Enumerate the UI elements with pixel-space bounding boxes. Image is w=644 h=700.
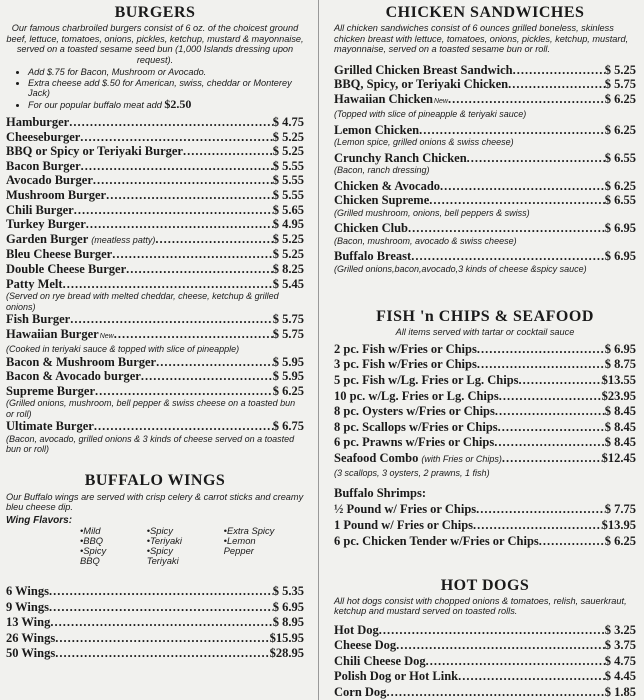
burger-option: • Add $.75 for Bacon, Mushroom or Avocado. [28,67,304,78]
item-price: $ 4.95 [272,217,304,232]
flavor: •Spicy Teriyaki [146,544,179,567]
menu-item [6,115,304,130]
dot-leader [419,123,605,138]
dot-leader [63,277,273,292]
dot-leader [74,203,273,218]
item-price: $ 3.25 [604,622,636,637]
item-price: $ 6.55 [604,150,636,165]
item-name: 6 pc. Prawns w/Fries or Chips [334,435,495,450]
item-name: Buffalo Breast [334,249,412,264]
item-price: $ 6.95 [272,599,304,614]
item-price: $ 5.25 [272,129,304,144]
dot-leader [477,342,605,358]
dot-leader [448,92,605,107]
menu-item [334,420,636,436]
item-name: 10 pc. w/Lg. Fries or Lg. Chips [334,388,499,403]
menu-item [334,404,636,420]
item-note: (with Fries or Chips) [421,453,502,464]
chicken-title: CHICKEN SANDWICHES [385,4,585,21]
wings-list [6,584,304,662]
dot-leader [508,77,605,92]
item-name: Hawaiian Chicken [334,91,433,106]
menu-item [6,130,304,145]
menu-item [334,533,636,549]
menu-item [6,247,304,262]
dot-leader [495,404,605,420]
item-description: (3 scallops, 3 oysters, 2 prawns, 1 fish) [334,467,490,478]
item-name: 9 Wings [6,599,49,614]
hotdogs-list [334,623,636,700]
dot-leader [95,384,273,399]
menu-item [334,517,636,533]
item-price: $23.95 [601,388,636,403]
left-column [6,0,304,662]
menu-item [334,193,636,208]
item-name: Hot Dog [334,622,379,637]
dot-leader [55,646,269,662]
menu-item [334,435,636,451]
dot-leader [411,249,605,264]
menu-item [334,685,636,700]
item-name: Turkey Burger [6,217,86,232]
dot-leader [379,623,605,639]
item-name: Chili Burger [6,202,74,217]
dot-leader [141,369,273,384]
item-price: $ 5.35 [272,584,304,599]
item-price: $ 6.25 [604,178,636,193]
item-name: Patty Melt [6,276,63,291]
item-price: $ 6.95 [604,221,636,236]
item-name: 26 Wings [6,630,56,645]
item-name: Hamburger [6,115,70,129]
item-name: BBQ or Spicy or Teriyaki Burger [6,144,183,159]
dot-leader [477,357,605,373]
right-column [334,0,636,700]
menu-item [6,217,304,232]
dot-leader [386,685,604,700]
menu-item [334,389,636,405]
menu-item [334,92,636,110]
menu-item [334,638,636,654]
dot-leader [458,669,605,685]
item-price: $ 8.45 [604,435,636,450]
column-divider [318,0,319,700]
item-name: Ultimate Burger [6,419,94,434]
item-name: Crunchy Ranch Chicken [334,150,467,165]
item-name: Cheeseburger [6,129,81,144]
menu-item [334,63,636,78]
menu-item [6,419,304,434]
new-badge: New [99,332,114,340]
menu-item [334,151,636,166]
dot-leader [81,159,273,174]
burgers-description: Our famous charbroiled burgers consist of 6 oz. of the choicest ground beef, lettuce, tomatoes, onions, pickles, ketchup, mustard & mayonnaise, served on a toasted sesame seed bun (1,000 Islands dressing upon request). [6,23,304,65]
item-price: $ 5.95 [272,369,304,384]
dot-leader [114,327,273,342]
item-name: 13 Wing [6,615,51,630]
burger-option-buffalo [28,96,304,111]
item-price: $ 8.45 [604,419,636,434]
item-price: $ 5.65 [272,202,304,217]
item-price: $ 6.75 [272,419,304,434]
menu-item [6,600,304,616]
item-price: $ 6.25 [604,122,636,137]
item-name: 8 pc. Oysters w/Fries or Chips [334,404,495,419]
item-price: $13.95 [601,517,636,532]
item-name: 3 pc. Fish w/Fries or Chips [334,357,477,372]
dot-leader [156,355,273,370]
item-price: $15.95 [269,630,304,645]
item-description: (Lemon spice, grilled onions & swiss cheese) [334,137,514,148]
item-name: Seafood Combo [334,450,419,465]
flavor: •Spicy BBQ [80,544,107,567]
item-price: $ 5.25 [272,144,304,159]
item-price: $ 5.55 [272,187,304,202]
menu-item [6,144,304,159]
dot-leader [112,247,273,262]
item-description: (Cooked in teriyaki sauce & topped with slice of pineapple) [6,344,240,355]
item-name: Garden Burger [6,231,89,246]
new-badge: New [433,97,448,105]
item-price: $ 7.75 [604,501,636,516]
item-price: $ 6.25 [604,533,636,548]
item-name: Supreme Burger [6,383,95,398]
item-price: $28.95 [269,646,304,661]
dot-leader [50,615,272,631]
dot-leader [513,63,605,78]
burgers-title: BURGERS [114,4,196,21]
dot-leader [80,130,272,145]
flavor-column [147,526,210,567]
flavor-column [224,526,290,567]
item-name: 6 Wings [6,584,49,599]
flavor: •Spicy [146,524,173,536]
item-name: Bleu Cheese Burger [6,247,113,262]
item-price: $13.55 [601,372,636,387]
menu-item [6,327,304,345]
menu-item [334,179,636,194]
dot-leader [55,631,269,647]
item-price: $ 8.95 [272,615,304,630]
buffalo-note: For our popular buffalo meat add [28,99,162,110]
item-price: $ 3.75 [604,638,636,653]
fish-title: FISH 'n CHIPS & SEAFOOD [376,308,594,326]
dot-leader [426,654,605,670]
dot-leader [155,232,272,247]
flavor-column [80,526,133,567]
item-name: 5 pc. Fish w/Lg. Fries or Lg. Chips [334,372,519,387]
menu-item [334,669,636,685]
menu-item [334,342,636,358]
wing-flavors-title: Wing Flavors: [6,514,73,526]
dot-leader [49,600,273,616]
item-name: 1 Pound w/ Fries or Chips [334,517,474,532]
item-price: $ 5.25 [272,231,304,246]
menu-item [6,188,304,203]
item-price: $ 6.95 [604,341,636,356]
menu-item [334,221,636,236]
dot-leader [396,638,605,654]
item-name: Chili Cheese Dog [334,653,426,668]
item-name: Cheese Dog [334,638,397,653]
dot-leader [86,217,273,232]
item-name: Avocado Burger [6,173,93,188]
menu-item [334,501,636,517]
menu-item [334,357,636,373]
item-name: Mushroom Burger [6,187,107,202]
menu-item [334,373,636,389]
dot-leader [473,517,602,533]
dot-leader [49,584,273,600]
item-description: (Grilled onions,bacon,avocado,3 kinds of cheese &spicy sauce) [334,263,587,274]
dot-leader [476,501,605,517]
menu-item [6,277,304,292]
item-price: $ 5.45 [272,276,304,291]
dot-leader [502,451,602,467]
item-name: Polish Dog or Hot Link [334,669,459,684]
menu-item [6,262,304,277]
item-name: Corn Dog [334,684,387,699]
flavor: •Extra Spicy [223,524,275,536]
item-name: Chicken Club [334,221,408,236]
dot-leader [467,151,605,166]
item-name: 2 pc. Fish w/Fries or Chips [334,341,477,356]
dot-leader [499,389,602,405]
menu-item [334,249,636,264]
item-description: (Bacon, avocado, grilled onions & 3 kinds of cheese served on a toasted bun or roll) [6,433,295,455]
item-price: $ 4.45 [604,669,636,684]
item-price: $ 5.95 [272,354,304,369]
item-price: $ 6.95 [604,249,636,264]
item-name: Hawaiian Burger [6,326,99,341]
dot-leader [93,173,273,188]
dot-leader [183,144,273,159]
menu-item [334,123,636,138]
item-price: $12.45 [601,450,636,465]
item-name: Chicken & Avocado [334,178,441,193]
menu-item [6,369,304,384]
dot-leader [539,533,605,549]
dot-leader [494,435,605,451]
item-price: $ 4.75 [272,115,304,129]
flavor: •Teriyaki [146,534,182,546]
flavor: •BBQ [80,534,104,546]
item-name: Double Cheese Burger [6,261,127,276]
hotdogs-description: All hot dogs consist with chopped onions & tomatoes, relish, sauerkraut, ketchup and mustard served on toasted rolls. [334,595,627,617]
wing-flavors [80,526,304,567]
menu-item [6,384,304,399]
dot-leader [408,221,605,236]
menu-item [334,654,636,670]
menu-item [6,312,304,327]
item-price: $ 5.25 [604,62,636,77]
item-price: $ 6.55 [604,193,636,208]
item-description: (Grilled onions, mushroom, bell pepper & swiss cheese on a toasted bun or roll) [6,398,296,419]
menu-item [6,584,304,600]
item-price: $ 5.55 [272,173,304,188]
item-price: $ 5.75 [272,311,304,326]
wings-description: Our Buffalo wings are served with crisp celery & carrot sticks and creamy bleu cheese dip. [6,491,304,513]
menu-item [6,203,304,218]
flavor: •Mild [80,524,101,536]
item-name: Bacon Burger [6,158,81,173]
item-name: Bacon & Mushroom Burger [6,354,157,369]
menu-item [6,173,304,188]
hotdogs-title: HOT DOGS [440,576,530,594]
item-price: $ 5.75 [272,326,304,341]
item-description: (Bacon, mushroom, avocado & swiss cheese) [334,235,517,246]
menu-item [6,232,304,248]
menu-item [6,631,304,647]
item-name: 50 Wings [6,646,56,661]
item-name: Chicken Supreme [334,193,430,208]
item-price: $ 1.85 [604,684,636,699]
flavor: •Lemon Pepper [223,534,256,556]
item-name: Bacon & Avocado burger [6,369,141,384]
item-name: ½ Pound w/ Fries or Chips [334,501,477,516]
item-name: Fish Burger [6,311,71,326]
item-name: 8 pc. Scallops w/Fries or Chips [334,419,498,434]
item-description: (Topped with slice of pineapple & teriyaki sauce) [334,109,527,120]
dot-leader [69,115,273,130]
dot-leader [440,179,605,194]
item-price: $ 4.75 [604,653,636,668]
item-price: $ 8.25 [272,261,304,276]
chicken-description: All chicken sandwiches consist of 6 ounces grilled boneless, skinless chicken breast with lettuce, tomatoes, onions, pickles, ketchup, mustard, mayonnaise, served on a toasted sesame bun or roll. [334,23,629,54]
item-price: $ 5.55 [272,158,304,173]
item-description: (Served on rye bread with melted cheddar, cheese, ketchup & grilled onions) [6,291,279,312]
dot-leader [106,188,273,203]
fish-description: All items served with tartar or cocktail sauce [395,327,575,338]
burger-option: • Extra cheese add $.50 for American, swiss, cheddar or Monterey Jack) [28,78,304,99]
dot-leader [126,262,273,277]
item-price: $ 5.75 [604,77,636,92]
burger-list [6,115,304,455]
chicken-list [334,63,636,275]
menu-item [6,159,304,174]
dot-leader [429,193,604,208]
item-price: $ 8.75 [604,357,636,372]
item-note: (meatless patty) [91,234,156,245]
item-name: Grilled Chicken Breast Sandwich [334,62,513,77]
item-name: 6 pc. Chicken Tender w/Fries or Chips [334,533,539,548]
buffalo-price: $2.50 [164,96,192,111]
item-price: $ 6.25 [604,91,636,106]
item-price: $ 6.25 [272,383,304,398]
menu-item [6,646,304,662]
menu-item [6,615,304,631]
item-description: (Bacon, ranch dressing) [334,165,430,176]
menu-item [6,355,304,370]
dot-leader [70,312,273,327]
menu-item [334,451,636,468]
item-name: Lemon Chicken [334,122,420,137]
menu-item [334,623,636,639]
item-name: BBQ, Spicy, or Teriyaki Chicken [334,77,509,92]
buffalo-shrimps-label: Buffalo Shrimps: [334,485,427,500]
dot-leader [498,420,605,436]
item-price: $ 5.25 [272,247,304,262]
fish-list [334,342,636,549]
wings-title: BUFFALO WINGS [84,471,226,489]
burger-options [28,67,304,110]
dot-leader [519,373,602,389]
item-description: (Grilled mushroom, onions, bell peppers & swiss) [334,207,530,218]
menu-item [334,77,636,92]
dot-leader [94,419,273,434]
item-price: $ 8.45 [604,404,636,419]
